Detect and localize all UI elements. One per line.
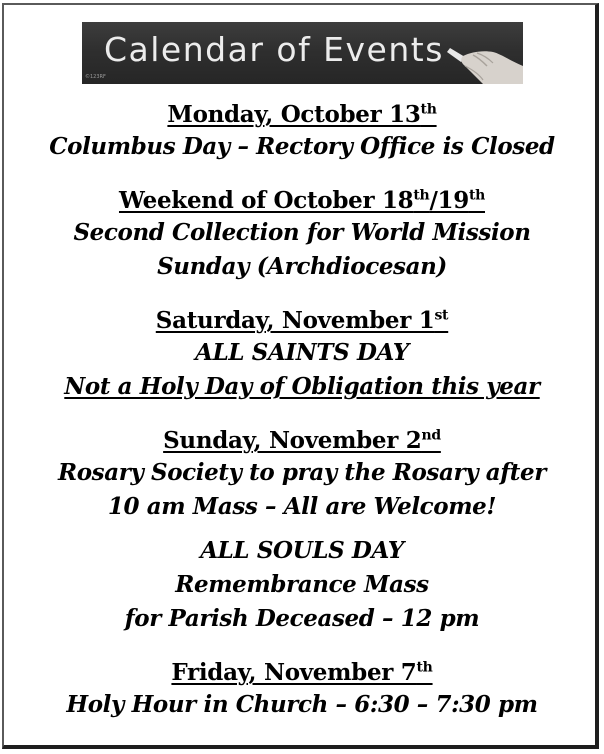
event-description: Not a Holy Day of Obligation this year <box>64 373 540 400</box>
event-description: Second Collection for World Mission <box>73 219 531 246</box>
calendar-banner <box>82 22 523 84</box>
events-list <box>4 100 600 722</box>
event-description: for Parish Deceased – 12 pm <box>124 605 480 632</box>
event-all-souls <box>4 426 600 636</box>
chalk-hand-icon <box>443 22 523 84</box>
event-description: ALL SOULS DAY <box>200 537 404 564</box>
event-description: Remembrance Mass <box>175 571 429 598</box>
event-description: Sunday (Archdiocesan) <box>157 253 447 280</box>
event-date: Weekend of October 18th/19th <box>118 187 485 214</box>
event-description: Holy Hour in Church – 6:30 – 7:30 pm <box>66 691 538 718</box>
event-description: 10 am Mass – All are Welcome! <box>107 493 497 520</box>
event-description: Rosary Society to pray the Rosary after <box>58 459 546 486</box>
banner-credit: ©123RF <box>85 74 106 80</box>
event-date: Monday, October 13th <box>167 101 437 128</box>
event-date: Saturday, November 1st <box>155 307 449 334</box>
event-description: Columbus Day – Rectory Office is Closed <box>49 133 555 160</box>
event-all-saints <box>4 306 600 404</box>
event-date: Sunday, November 2nd <box>163 427 441 454</box>
event-columbus-day <box>4 100 600 164</box>
event-world-mission <box>4 186 600 284</box>
event-date: Friday, November 7th <box>171 659 433 686</box>
banner-title: Calendar of Events <box>104 30 444 69</box>
event-description: ALL SAINTS DAY <box>195 339 409 366</box>
event-holy-hour <box>4 658 600 722</box>
